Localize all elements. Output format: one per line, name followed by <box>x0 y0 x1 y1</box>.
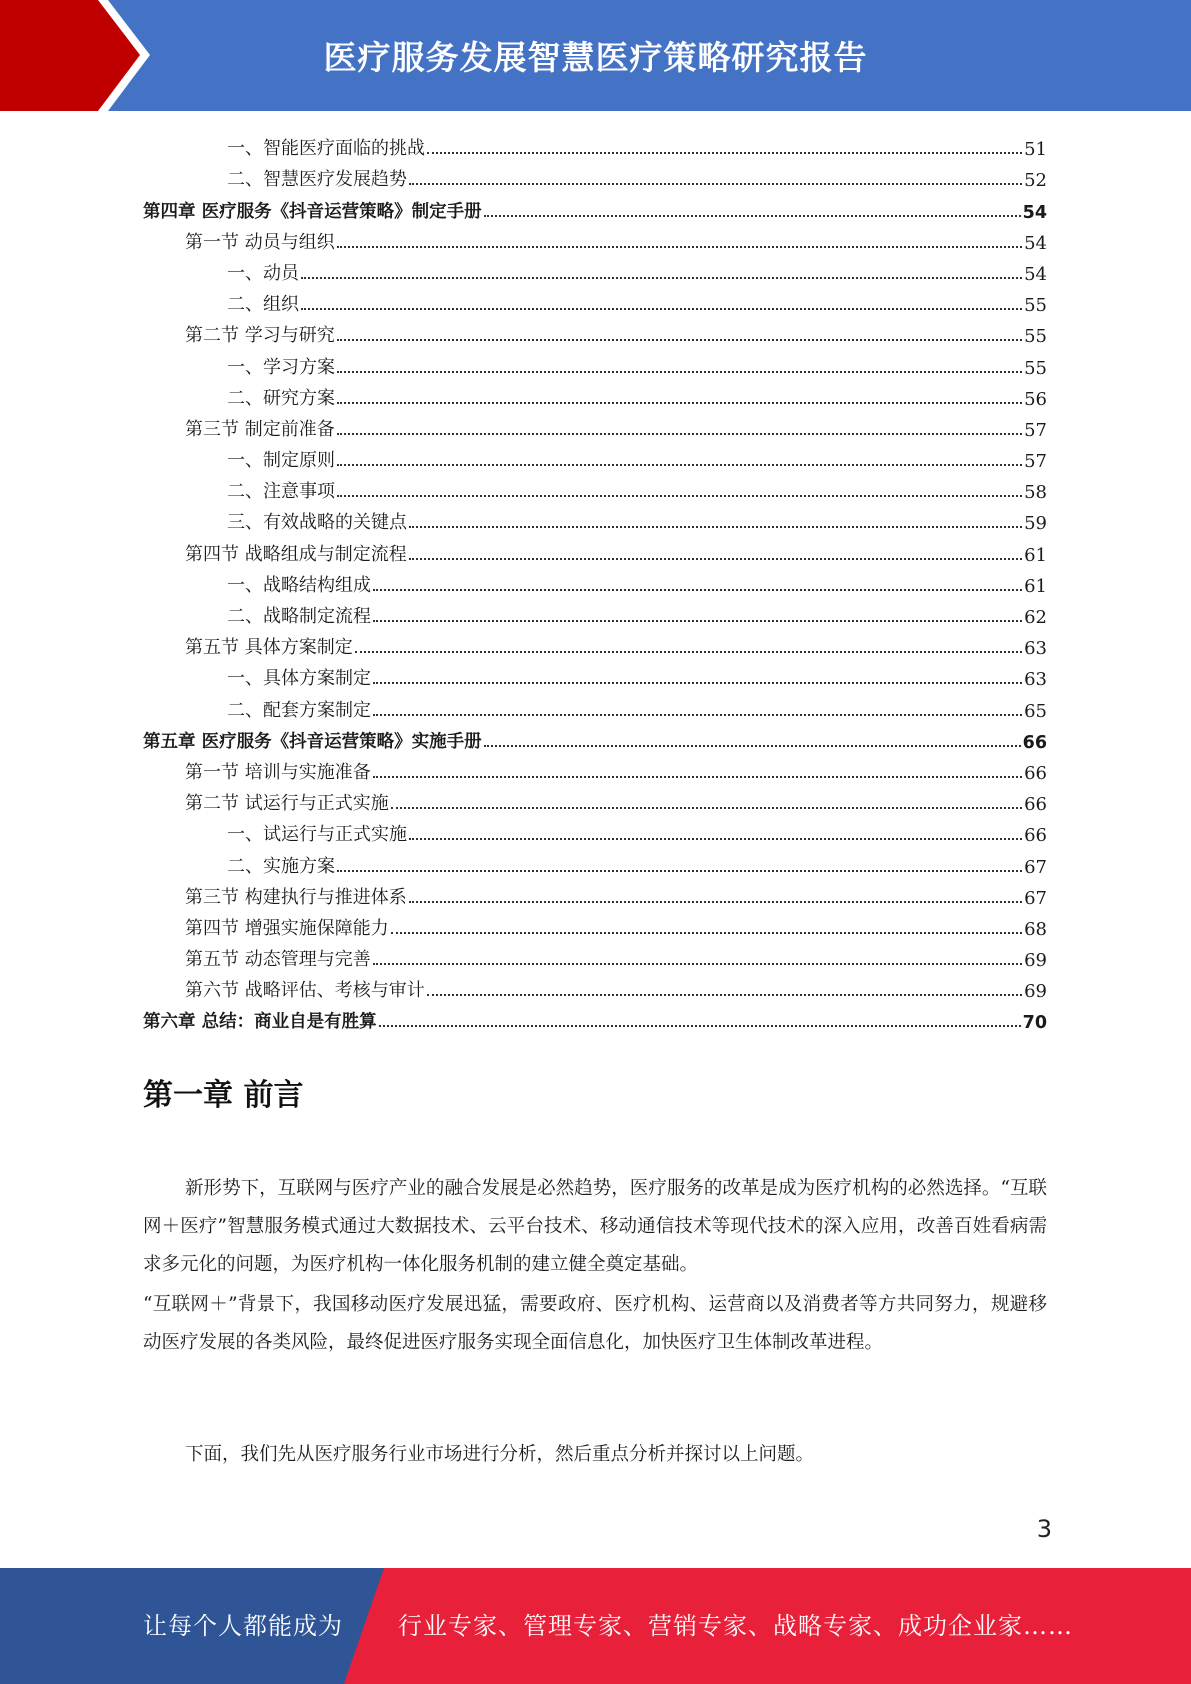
toc-entry-title: 一、学习方案 <box>227 356 335 378</box>
toc-entry-page: 59 <box>1024 513 1047 535</box>
toc-subsection-entry[interactable] <box>143 472 1047 503</box>
page-footer <box>0 1568 1191 1684</box>
toc-entry-title: 二、战略制定流程 <box>227 606 371 627</box>
table-of-contents <box>143 129 1047 1033</box>
toc-subsection-entry[interactable] <box>143 597 1047 628</box>
toc-entry-page: 54 <box>1024 263 1047 285</box>
toc-entry-page: 55 <box>1024 357 1047 379</box>
toc-dot-leader <box>373 589 1022 591</box>
toc-entry-title: 第一节 培训与实施准备 <box>185 761 371 783</box>
toc-entry-page: 66 <box>1022 732 1047 753</box>
toc-chapter-entry[interactable] <box>143 191 1047 222</box>
toc-subsection-entry[interactable] <box>143 129 1047 160</box>
toc-entry-page: 69 <box>1024 950 1047 972</box>
toc-entry-title: 第六章 总结：商业自是有胜算 <box>143 1012 377 1033</box>
toc-entry-title: 第四节 战略组成与制定流程 <box>185 543 407 565</box>
toc-entry-page: 66 <box>1024 762 1047 784</box>
intro-paragraph-1: 新形势下，互联网与医疗产业的融合发展是必然趋势，医疗服务的改革是成为医疗机构的必然选择。“互联网＋医疗”智慧服务模式通过大数据技术、云平台技术、移动通信技术等现代技术的深入应用，改善百姓看病需求多元化的问题，为医疗机构一体化服务机制的建立健全奠定基础。 <box>143 1178 1047 1275</box>
toc-entry-title: 一、动员 <box>227 262 299 284</box>
toc-entry-page: 57 <box>1024 419 1047 441</box>
toc-dot-leader <box>409 838 1022 840</box>
toc-dot-leader <box>337 339 1022 341</box>
toc-section-entry[interactable] <box>143 753 1047 784</box>
toc-entry-page: 63 <box>1024 669 1047 691</box>
toc-entry-page: 54 <box>1024 232 1047 254</box>
toc-entry-page: 67 <box>1024 856 1047 878</box>
toc-entry-page: 66 <box>1024 825 1047 847</box>
toc-dot-leader <box>337 870 1022 872</box>
toc-entry-title: 二、智慧医疗发展趋势 <box>227 169 407 191</box>
toc-dot-leader <box>373 776 1022 778</box>
toc-subsection-entry[interactable] <box>143 285 1047 316</box>
toc-subsection-entry[interactable] <box>143 659 1047 690</box>
toc-dot-leader <box>391 807 1022 809</box>
toc-subsection-entry[interactable] <box>143 379 1047 410</box>
toc-entry-page: 61 <box>1024 575 1047 597</box>
header-title-text: 医疗服务发展智慧医疗策略研究报告 <box>323 38 868 77</box>
toc-dot-leader <box>409 526 1022 528</box>
toc-entry-page: 57 <box>1024 451 1047 473</box>
toc-entry-title: 第三节 构建执行与推进体系 <box>185 886 407 908</box>
header-title <box>300 0 1191 111</box>
toc-dot-leader <box>337 371 1022 373</box>
toc-entry-title: 第四节 增强实施保障能力 <box>185 917 389 939</box>
toc-subsection-entry[interactable] <box>143 846 1047 877</box>
toc-dot-leader <box>409 901 1022 903</box>
toc-dot-leader <box>301 308 1022 310</box>
toc-dot-leader <box>427 152 1022 154</box>
toc-entry-title: 第六节 战略评估、考核与审计 <box>185 980 425 1002</box>
toc-entry-page: 55 <box>1024 295 1047 317</box>
toc-section-entry[interactable] <box>143 628 1047 659</box>
toc-entry-page: 65 <box>1024 700 1047 722</box>
toc-section-entry[interactable] <box>143 878 1047 909</box>
toc-chapter-entry[interactable] <box>143 1002 1047 1033</box>
toc-entry-title: 二、组织 <box>227 294 299 316</box>
toc-entry-page: 56 <box>1024 388 1047 410</box>
toc-dot-leader <box>301 277 1022 279</box>
toc-entry-page: 69 <box>1024 981 1047 1003</box>
toc-dot-leader <box>337 402 1022 404</box>
toc-dot-leader <box>373 682 1022 684</box>
toc-entry-page: 58 <box>1024 482 1047 504</box>
toc-entry-page: 55 <box>1024 326 1047 348</box>
toc-entry-page: 51 <box>1024 139 1047 161</box>
toc-section-entry[interactable] <box>143 316 1047 347</box>
toc-entry-page: 70 <box>1022 1013 1047 1034</box>
page-header <box>0 0 1191 111</box>
toc-dot-leader <box>373 963 1022 965</box>
toc-entry-title: 第二节 学习与研究 <box>185 325 335 347</box>
toc-chapter-entry[interactable] <box>143 722 1047 753</box>
toc-entry-title: 一、试运行与正式实施 <box>227 824 407 846</box>
toc-entry-title: 第五节 动态管理与完善 <box>185 949 371 971</box>
toc-dot-leader <box>355 651 1022 653</box>
toc-entry-title: 一、战略结构组成 <box>227 574 371 596</box>
toc-subsection-entry[interactable] <box>143 503 1047 534</box>
toc-section-entry[interactable] <box>143 223 1047 254</box>
toc-subsection-entry[interactable] <box>143 254 1047 285</box>
toc-dot-leader <box>337 433 1022 435</box>
toc-entry-page: 52 <box>1024 170 1047 192</box>
toc-entry-page: 63 <box>1024 638 1047 660</box>
toc-dot-leader <box>391 932 1022 934</box>
toc-subsection-entry[interactable] <box>143 815 1047 846</box>
toc-section-entry[interactable] <box>143 909 1047 940</box>
toc-entry-title: 一、智能医疗面临的挑战 <box>227 138 425 160</box>
toc-entry-title: 第五节 具体方案制定 <box>185 637 353 659</box>
toc-dot-leader <box>484 215 1021 217</box>
toc-entry-page: 67 <box>1024 887 1047 909</box>
toc-section-entry[interactable] <box>143 940 1047 971</box>
toc-entry-page: 62 <box>1024 607 1047 628</box>
toc-dot-leader <box>409 558 1022 560</box>
toc-entry-title: 第三节 制定前准备 <box>185 418 335 440</box>
toc-entry-title: 第五章 医疗服务《抖音运营策略》实施手册 <box>143 731 482 752</box>
toc-section-entry[interactable] <box>143 784 1047 815</box>
toc-section-entry[interactable] <box>143 534 1047 565</box>
toc-entry-title: 一、具体方案制定 <box>227 668 371 690</box>
toc-dot-leader <box>484 745 1021 747</box>
intro-paragraph-2: “互联网＋”背景下，我国移动医疗发展迅猛，需要政府、医疗机构、运营商以及消费者等方共同努力，规避移动医疗发展的各类风险，最终促进医疗服务实现全面信息化，加快医疗卫生体制改革进程。 <box>143 1294 1047 1353</box>
toc-subsection-entry[interactable] <box>143 347 1047 378</box>
toc-entry-page: 61 <box>1024 544 1047 566</box>
toc-dot-leader <box>373 620 1022 622</box>
toc-dot-leader <box>373 714 1022 716</box>
intro-paragraph-3: 下面，我们先从医疗服务行业市场进行分析，然后重点分析并探讨以上问题。 <box>185 1444 815 1465</box>
footer-slogan-left: 让每个人都能成为 <box>143 1612 343 1640</box>
toc-dot-leader <box>337 246 1022 248</box>
toc-dot-leader <box>427 994 1022 996</box>
toc-entry-title: 一、制定原则 <box>227 450 335 472</box>
toc-entry-title: 二、研究方案 <box>227 387 335 409</box>
footer-slogan-right: 行业专家、管理专家、营销专家、战略专家、成功企业家…… <box>398 1612 1073 1640</box>
toc-section-entry[interactable] <box>143 971 1047 1002</box>
toc-dot-leader <box>337 495 1022 497</box>
toc-subsection-entry[interactable] <box>143 441 1047 472</box>
toc-dot-leader <box>379 1025 1021 1027</box>
toc-entry-title: 二、配套方案制定 <box>227 699 371 721</box>
toc-entry-title: 第四章 医疗服务《抖音运营策略》制定手册 <box>143 201 482 222</box>
toc-entry-title: 二、注意事项 <box>227 481 335 503</box>
toc-dot-leader <box>409 183 1022 185</box>
toc-entry-page: 66 <box>1024 794 1047 816</box>
toc-entry-title: 二、实施方案 <box>227 855 335 877</box>
toc-entry-title: 第一节 动员与组织 <box>185 231 335 253</box>
chapter-title: 第一章 前言 <box>143 1078 304 1113</box>
toc-dot-leader <box>337 464 1022 466</box>
toc-entry-page: 68 <box>1024 918 1047 940</box>
toc-entry-title: 三、有效战略的关键点 <box>227 512 407 534</box>
toc-entry-page: 54 <box>1022 202 1047 223</box>
toc-entry-title: 第二节 试运行与正式实施 <box>185 793 389 815</box>
page-number: 3 <box>1036 1515 1052 1543</box>
toc-subsection-entry[interactable] <box>143 566 1047 597</box>
toc-subsection-entry[interactable] <box>143 160 1047 191</box>
toc-subsection-entry[interactable] <box>143 690 1047 721</box>
toc-section-entry[interactable] <box>143 410 1047 441</box>
